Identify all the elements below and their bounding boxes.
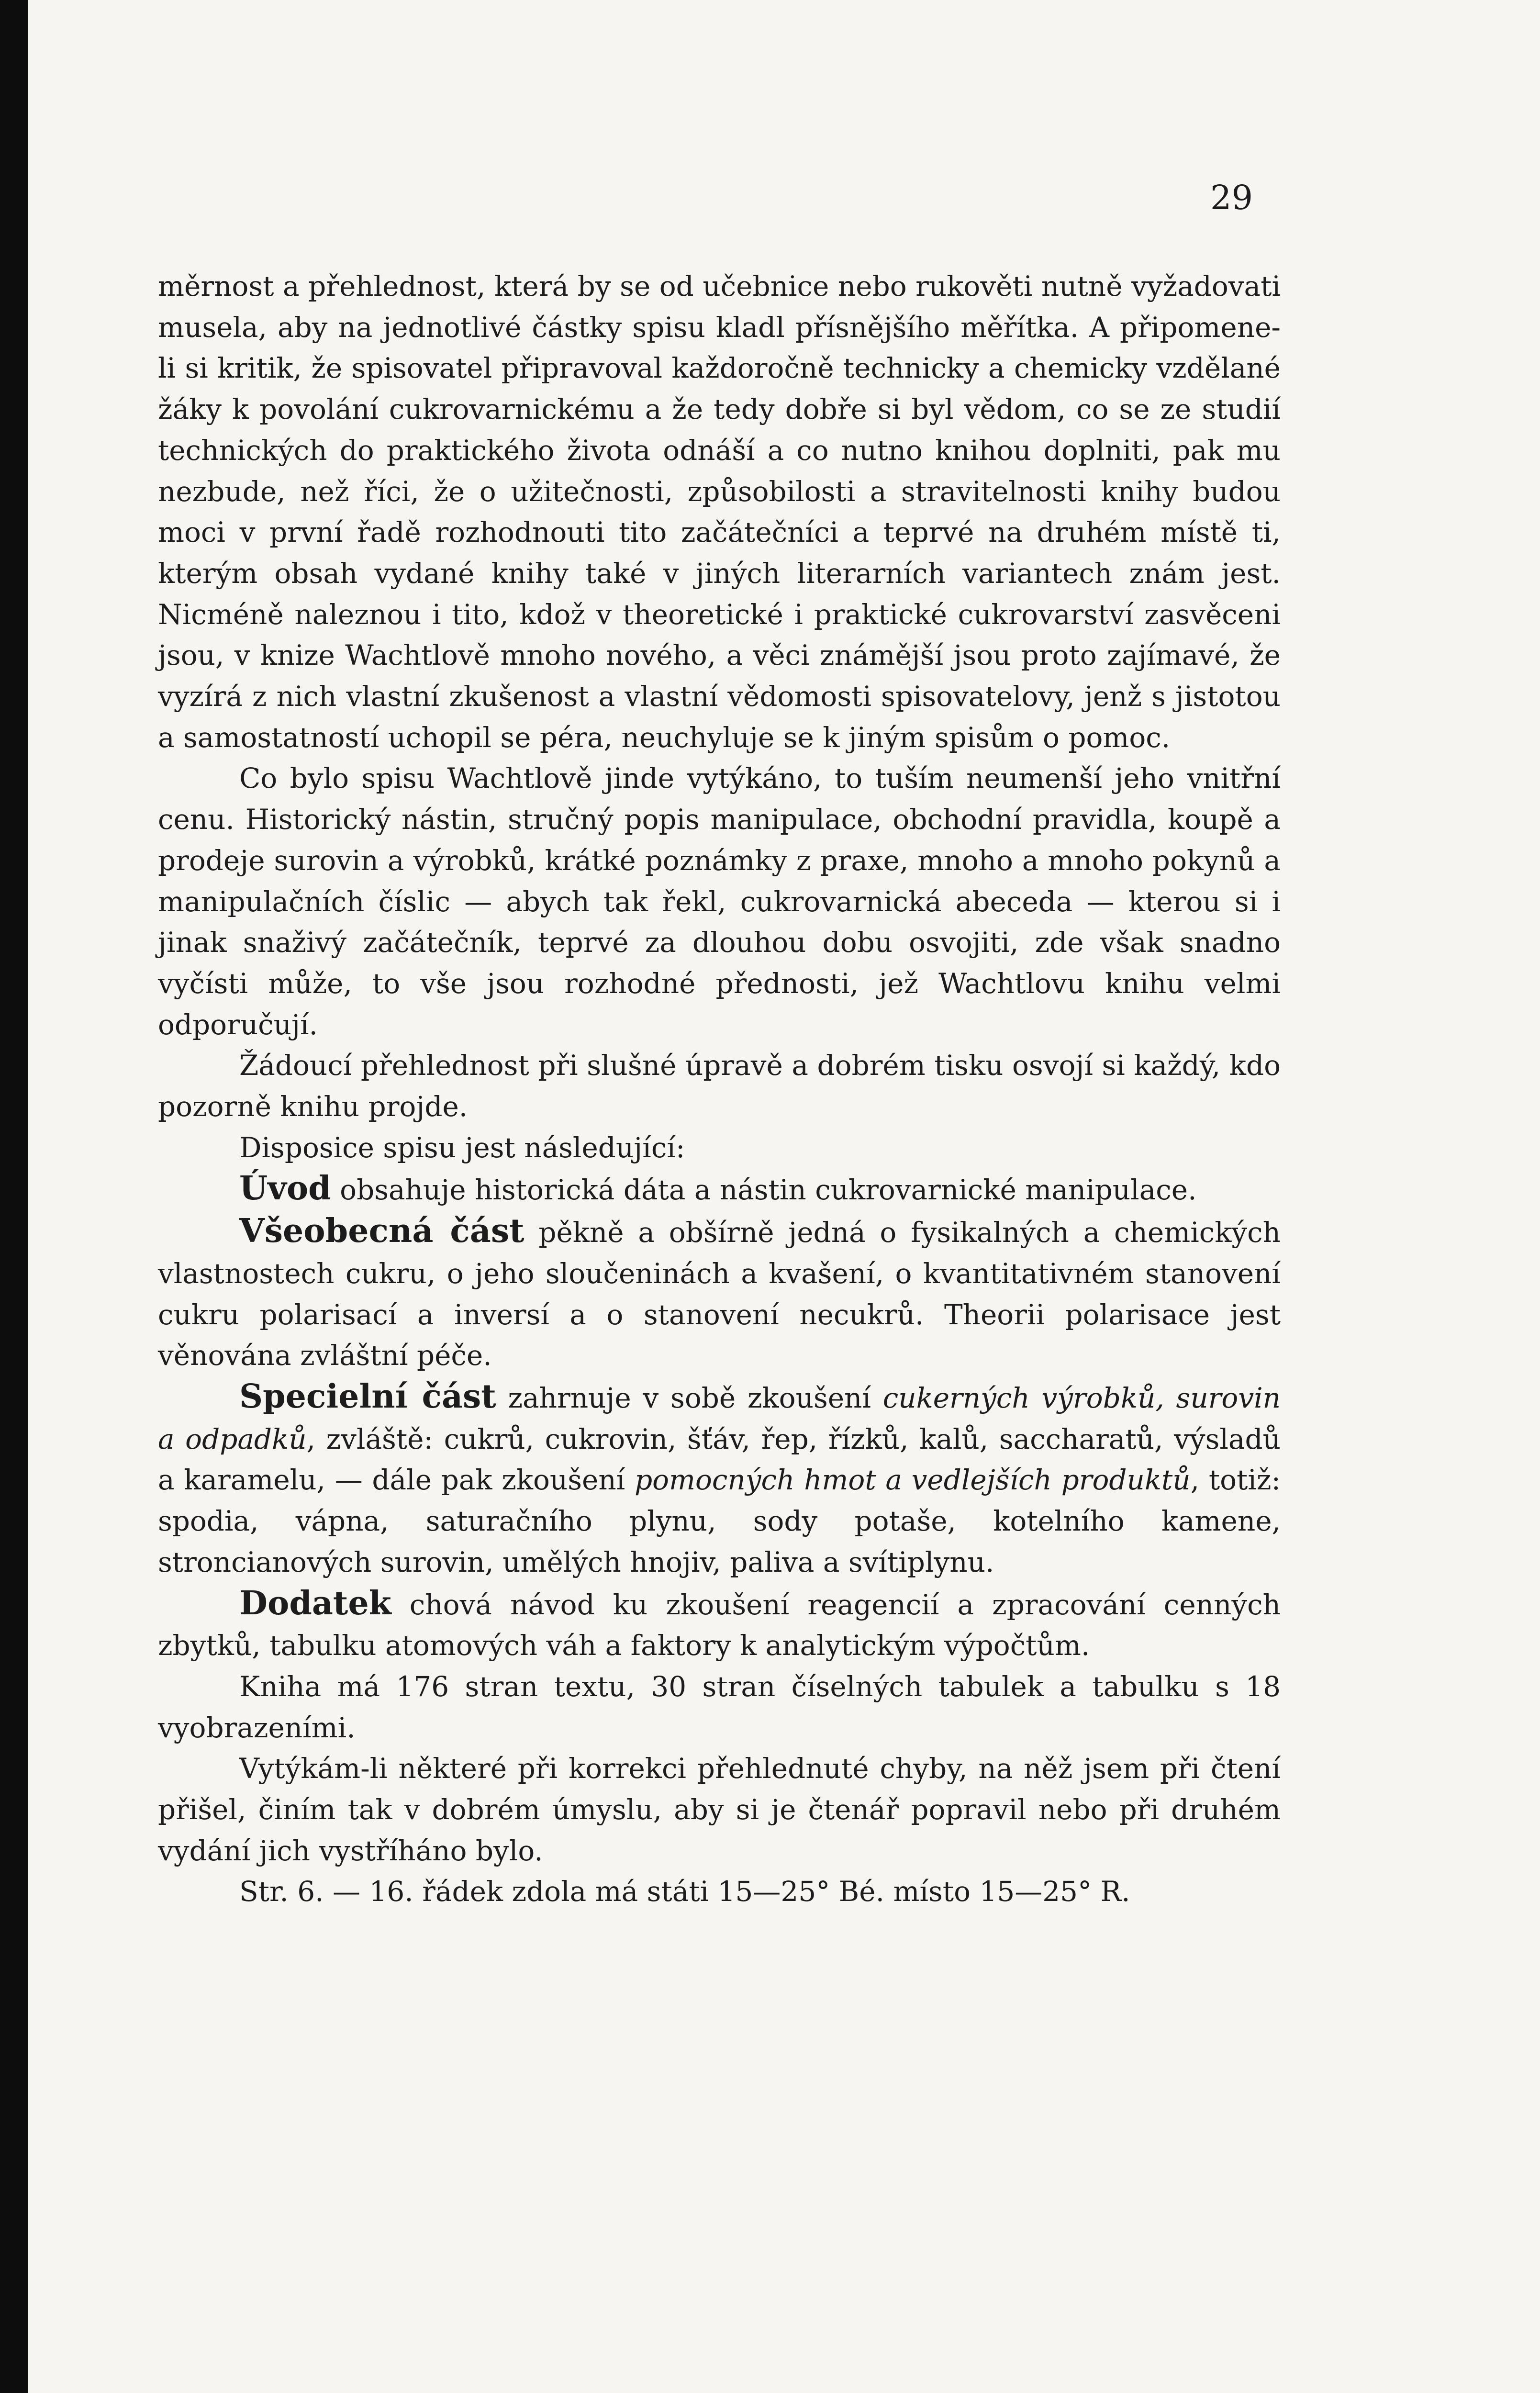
text-run: Co bylo spisu Wachtlově jinde vytýkáno, to tuším neumenší jeho vnitřní cenu. Historický nástin, stručný popis manipulace, obchodní pravidla, koupě a prodeje surovin a výrobků, krátké poznámky z praxe, mnoho a mnoho pokynů a manipulačních číslic — abych tak řekl, cukrovarnická abeceda — kterou si i jinak snaživý začátečník, teprvé za dlouhou dobu osvojiti, zde však snadno vyčísti může, to vše jsou rozhodné přednosti, jež Wachtlovu knihu velmi odporučují. (158, 762, 1281, 1041)
paragraph (158, 1128, 1281, 1169)
emphasis: cukerných výrobků, surovin a odpadků (158, 1381, 1281, 1455)
text-run: zahrnuje v sobě zkoušení (496, 1381, 883, 1414)
text-run: Vytýkám-li některé při korrekci přehlednuté chyby, na něž jsem při čtení přišel, činím tak v dobrém úmyslu, aby si je čtenář popravil nebo při druhém vydání jich vystříháno bylo. (158, 1752, 1281, 1867)
paragraph (158, 1748, 1281, 1871)
text-run: měrnost a přehlednost, která by se od učebnice nebo rukověti nutně vyžadovati musela, aby na jednotlivé částky spisu kladl přísnějšího měřítka. A připomene-li si kritik, že spisovatel připravoval každoročně technicky a chemicky vzdělané žáky k povolání cukrovarnickému a že tedy dobře si byl vědom, co se ze studií technických do praktického života odnáší a co nutno knihou doplniti, pak mu nezbude, než říci, že o užitečnosti, způsobilosti a stravitelnosti knihy budou moci v první řadě rozhodnouti tito začátečníci a teprvé na druhém místě ti, kterým obsah vydané knihy také v jiných literarních variantech znám jest. Nicméně naleznou i tito, kdož v theoretické i praktické cukrovarství zasvěceni jsou, v knize Wachtlově mnoho nového, a věci známější jsou proto zajímavé, že vyzírá z nich vlastní zkušenost a vlastní vědomosti spisovatelovy, jenž s jistotou a samostatností uchopil se péra, neuchyluje se k jiným spisům o pomoc. (158, 270, 1281, 754)
book-page (28, 0, 1540, 2393)
paragraph (158, 1211, 1281, 1376)
paragraph (158, 758, 1281, 1045)
paragraph (158, 1871, 1281, 1912)
text-run: pěkně a obšírně jedná o fysikalných a chemických vlastnostech cukru, o jeho sloučeninách a kvašení, o kvantitativném stanovení cukru polarisací a inversí a o stanovení necukrů. Theorii polarisace jest věnována zvláštní péče. (158, 1216, 1281, 1372)
section-heading: Všeobecná část (239, 1212, 524, 1251)
text-run: Str. 6. — 16. řádek zdola má státi 15—25° Bé. místo 15—25° R. (239, 1875, 1130, 1908)
paragraph (158, 1376, 1281, 1583)
page-number: 29 (1210, 178, 1253, 217)
body-text (158, 266, 1281, 1912)
text-run: chová návod ku zkoušení reagencií a zpracování cenných zbytků, tabulku atomových váh a faktory k analytickým výpočtům. (158, 1588, 1281, 1662)
text-run: , zvláště: cukrů, cukrovin, šťáv, řep, řízků, kalů, saccharatů, výsladů a karamelu, — dále pak zkoušení (158, 1422, 1281, 1497)
text-run: , totiž: spodia, vápna, saturačního plynu, sody potaše, kotelního kamene, stroncianových surovin, umělých hnojiv, paliva a svítiplynu. (158, 1464, 1281, 1578)
section-heading: Úvod (239, 1169, 331, 1208)
paragraph (158, 1583, 1281, 1666)
section-heading: Specielní část (239, 1377, 496, 1416)
text-run: obsahuje historická dáta a nástin cukrovarnické manipulace. (331, 1174, 1197, 1207)
paragraph (158, 1168, 1281, 1211)
paragraph (158, 266, 1281, 758)
text-run: Disposice spisu jest následující: (239, 1131, 685, 1164)
scan-edge (0, 0, 28, 2393)
paragraph (158, 1666, 1281, 1748)
paragraph (158, 1045, 1281, 1127)
text-run: Žádoucí přehlednost při slušné úpravě a dobrém tisku osvojí si každý, kdo pozorně knihu projde. (158, 1049, 1281, 1123)
section-heading: Dodatek (239, 1584, 391, 1622)
text-run: Kniha má 176 stran textu, 30 stran číselných tabulek a tabulku s 18 vyobrazeními. (158, 1670, 1281, 1744)
emphasis: pomocných hmot a vedlejších produktů (634, 1464, 1191, 1497)
